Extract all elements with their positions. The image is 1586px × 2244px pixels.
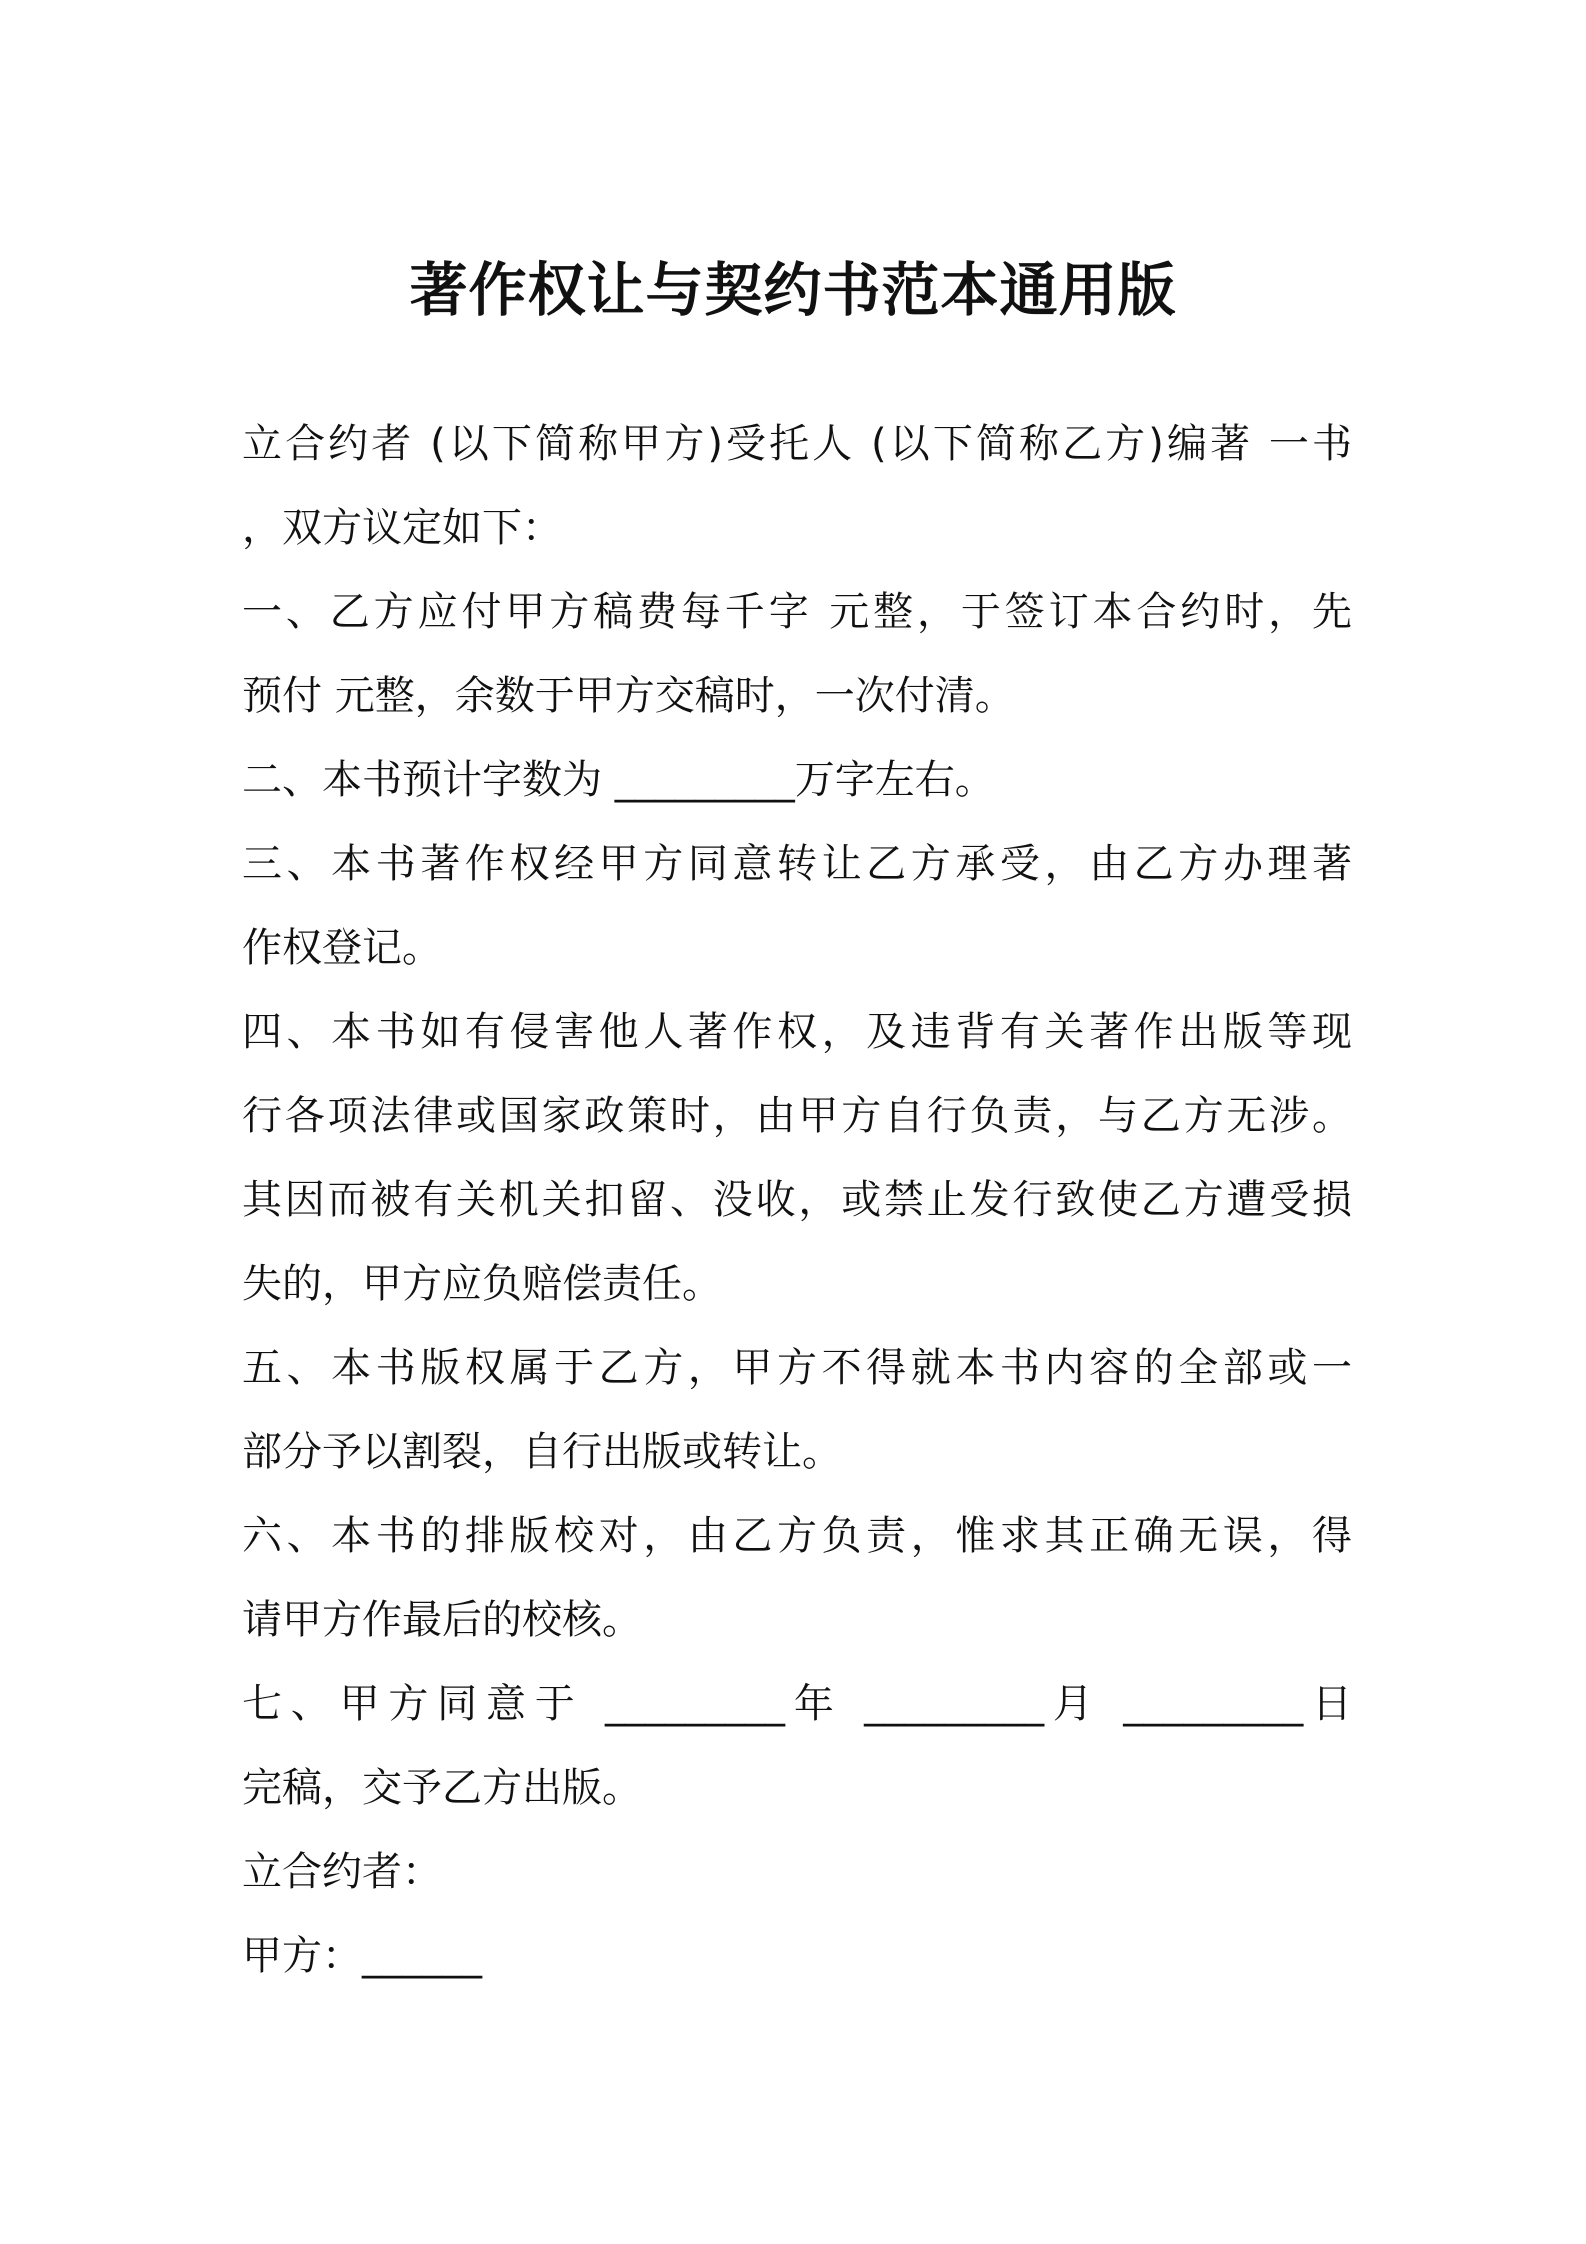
clause-7-line-2: 完稿，交予乙方出版。	[242, 1765, 642, 1811]
clause-4-line-4: 失的，甲方应负赔偿责任。	[242, 1261, 722, 1307]
clause-1-line-2: 预付 元整，余数于甲方交稿时，一次付清。	[242, 673, 1015, 719]
clause-4-line-3: 其因而被有关机关扣留、没收，或禁止发行致使乙方遭受损	[242, 1177, 1352, 1223]
party-a-signature-line: 甲方：______	[242, 1933, 482, 1979]
clause-3-line-1: 三、本书著作权经甲方同意转让乙方承受，由乙方办理著	[242, 841, 1352, 887]
clause-4-line-1: 四、本书如有侵害他人著作权，及违背有关著作出版等现	[242, 1009, 1352, 1055]
clause-7-line-1: 七、甲方同意于 _________年 _________月 _________日	[242, 1681, 1352, 1727]
clause-4-line-2: 行各项法律或国家政策时，由甲方自行负责，与乙方无涉。	[242, 1093, 1352, 1139]
clause-5-line-2: 部分予以割裂，自行出版或转让。	[242, 1429, 842, 1475]
clause-6-line-2: 请甲方作最后的校核。	[242, 1597, 642, 1643]
document-title: 著作权让与契约书范本通用版	[409, 256, 1177, 324]
clause-1-line-1: 一、乙方应付甲方稿费每千字 元整，于签订本合约时，先	[242, 589, 1352, 635]
document-body	[242, 402, 1352, 1998]
body-line-2: ，双方议定如下：	[242, 505, 562, 551]
clause-3-line-2: 作权登记。	[242, 925, 442, 971]
body-line-1: 立合约者 (以下简称甲方)受托人 (以下简称乙方)编著 一书	[242, 421, 1352, 467]
clause-5-line-1: 五、本书版权属于乙方，甲方不得就本书内容的全部或一	[242, 1345, 1352, 1391]
clause-6-line-1: 六、本书的排版校对，由乙方负责，惟求其正确无误，得	[242, 1513, 1352, 1559]
signatories-label: 立合约者：	[242, 1849, 442, 1895]
clause-2-line-1: 二、本书预计字数为 _________万字左右。	[242, 757, 995, 803]
